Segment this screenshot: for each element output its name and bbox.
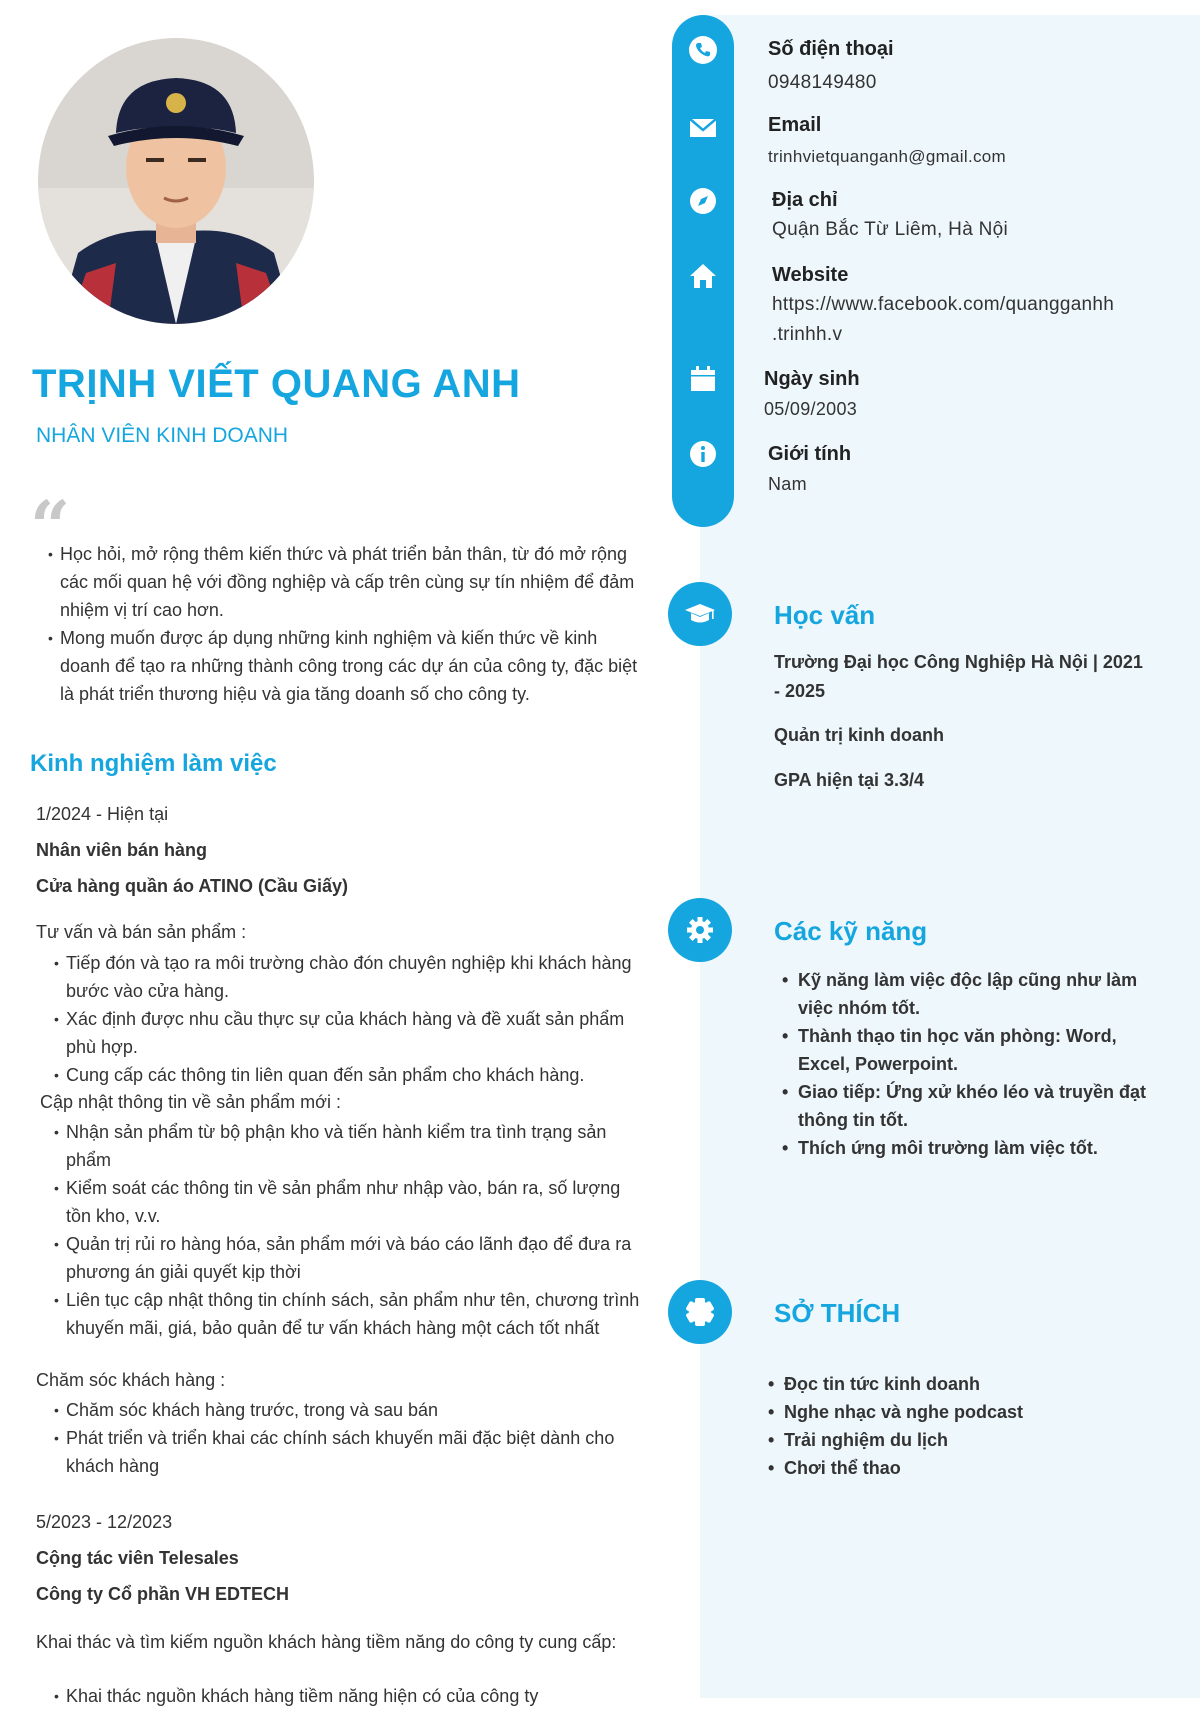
badge-icon — [683, 1295, 717, 1329]
objective-item: • Học hỏi, mở rộng thêm kiến thức và phát triển bản thân, từ đó mở rộng các mối quan hệ với đồng nghiệp và cấp trên cùng sự tín nhiệm để đảm nhiệm vị trí cao hơn. — [48, 540, 648, 624]
job1-company: Cửa hàng quần áo ATINO (Cầu Giấy) — [36, 876, 349, 896]
avatar — [38, 38, 314, 324]
education-section-title: Học vấn — [774, 600, 876, 630]
duty-item: • Chăm sóc khách hàng trước, trong và sau bán — [54, 1396, 644, 1424]
education-gpa: GPA hiện tại 3.3/4 — [774, 770, 925, 790]
job2-list — [54, 1682, 644, 1710]
home-icon — [686, 259, 720, 293]
website-value-line1: https://www.facebook.com/quangganhh — [772, 294, 1115, 315]
duty-item: • Kiểm soát các thông tin về sản phẩm như nhập vào, bán ra, số lượng tồn kho, v.v. — [54, 1174, 644, 1230]
email-icon — [686, 111, 720, 145]
hobbies-list — [768, 1370, 1148, 1482]
job2-role: Cộng tác viên Telesales — [36, 1548, 239, 1568]
skill-item: • Thành thạo tin học văn phòng: Word, Excel, Powerpoint. — [782, 1022, 1162, 1078]
website-label: Website — [772, 264, 849, 286]
duty-item: • Khai thác nguồn khách hàng tiềm năng hiện có của công ty — [54, 1682, 644, 1710]
candidate-name: TRỊNH VIẾT QUANG ANH — [32, 362, 521, 406]
job2-description: Khai thác và tìm kiếm nguồn khách hàng tiềm năng do công ty cung cấp: — [36, 1632, 617, 1652]
quote-icon: “ — [30, 485, 71, 568]
job1-group3-title: Chăm sóc khách hàng : — [36, 1370, 226, 1390]
info-icon — [686, 437, 720, 471]
job1-group2-title: Cập nhật thông tin về sản phẩm mới : — [40, 1092, 341, 1112]
website-value-line2: .trinhh.v — [772, 324, 843, 345]
job1-role: Nhân viên bán hàng — [36, 840, 208, 860]
phone-value: 0948149480 — [768, 72, 877, 93]
dob-value: 05/09/2003 — [764, 399, 858, 419]
email-value: trinhvietquanganh@gmail.com — [768, 147, 1006, 166]
hobby-item: • Chơi thể thao — [768, 1454, 1148, 1482]
email-label: Email — [768, 114, 822, 136]
career-objective-list — [48, 540, 648, 708]
skill-item: • Giao tiếp: Ứng xử khéo léo và truyền đạt thông tin tốt. — [782, 1078, 1162, 1134]
hobbies-section-icon — [668, 1280, 732, 1344]
gender-value: Nam — [768, 474, 807, 494]
experience-section-title: Kinh nghiệm làm việc — [30, 750, 277, 777]
gender-label: Giới tính — [768, 443, 852, 465]
education-school-line2: - 2025 — [774, 681, 826, 701]
duty-item: • Quản trị rủi ro hàng hóa, sản phẩm mới và báo cáo lãnh đạo để đưa ra phương án giải quyết kịp thời — [54, 1230, 644, 1286]
dob-label: Ngày sinh — [764, 368, 860, 390]
job1-group1-title: Tư vấn và bán sản phẩm : — [36, 922, 247, 942]
job2-period: 5/2023 - 12/2023 — [36, 1512, 173, 1532]
compass-icon — [686, 184, 720, 218]
hobby-item: • Trải nghiệm du lịch — [768, 1426, 1148, 1454]
duty-item: • Cung cấp các thông tin liên quan đến sản phẩm cho khách hàng. — [54, 1061, 644, 1089]
hobbies-section-title: SỞ THÍCH — [774, 1298, 901, 1328]
address-value: Quận Bắc Từ Liêm, Hà Nội — [772, 219, 1009, 240]
gear-icon — [683, 913, 717, 947]
education-section-icon — [668, 582, 732, 646]
hobby-item: • Nghe nhạc và nghe podcast — [768, 1398, 1148, 1426]
phone-icon — [686, 33, 720, 67]
skills-list — [782, 966, 1162, 1162]
skills-section-title: Các kỹ năng — [774, 916, 928, 946]
objective-item: • Mong muốn được áp dụng những kinh nghiệm và kiến thức về kinh doanh để tạo ra những thành công trong các dự án của công ty, đặc biệt là phát triển thương hiệu và gia tăng doanh số cho công ty. — [48, 624, 648, 708]
duty-item: • Xác định được nhu cầu thực sự của khách hàng và đề xuất sản phẩm phù hợp. — [54, 1005, 644, 1061]
skill-item: • Kỹ năng làm việc độc lập cũng như làm việc nhóm tốt. — [782, 966, 1162, 1022]
job1-period: 1/2024 - Hiện tại — [36, 804, 169, 824]
job1-group1-list — [54, 949, 644, 1089]
job1-group3-list — [54, 1396, 644, 1480]
duty-item: • Phát triển và triển khai các chính sách khuyến mãi đặc biệt dành cho khách hàng — [54, 1424, 644, 1480]
duty-item: • Liên tục cập nhật thông tin chính sách, sản phẩm như tên, chương trình khuyến mãi, giá, bảo quản để tư vấn khách hàng một cách tốt nhất — [54, 1286, 644, 1342]
calendar-icon — [686, 362, 720, 396]
skills-section-icon — [668, 898, 732, 962]
duty-item: • Tiếp đón và tạo ra môi trường chào đón chuyên nghiệp khi khách hàng bước vào cửa hàng. — [54, 949, 644, 1005]
job1-group2-list — [54, 1118, 644, 1342]
graduation-cap-icon — [683, 597, 717, 631]
job2-company: Công ty Cổ phần VH EDTECH — [36, 1584, 289, 1604]
duty-item: • Nhận sản phẩm từ bộ phận kho và tiến hành kiểm tra tình trạng sản phẩm — [54, 1118, 644, 1174]
address-label: Địa chỉ — [772, 189, 838, 211]
hobby-item: • Đọc tin tức kinh doanh — [768, 1370, 1148, 1398]
education-major: Quản trị kinh doanh — [774, 725, 944, 745]
education-school-line1: Trường Đại học Công Nghiệp Hà Nội | 2021 — [774, 652, 1143, 672]
phone-label: Số điện thoại — [768, 38, 894, 60]
job-title: NHÂN VIÊN KINH DOANH — [36, 424, 289, 447]
skill-item: • Thích ứng môi trường làm việc tốt. — [782, 1134, 1162, 1162]
